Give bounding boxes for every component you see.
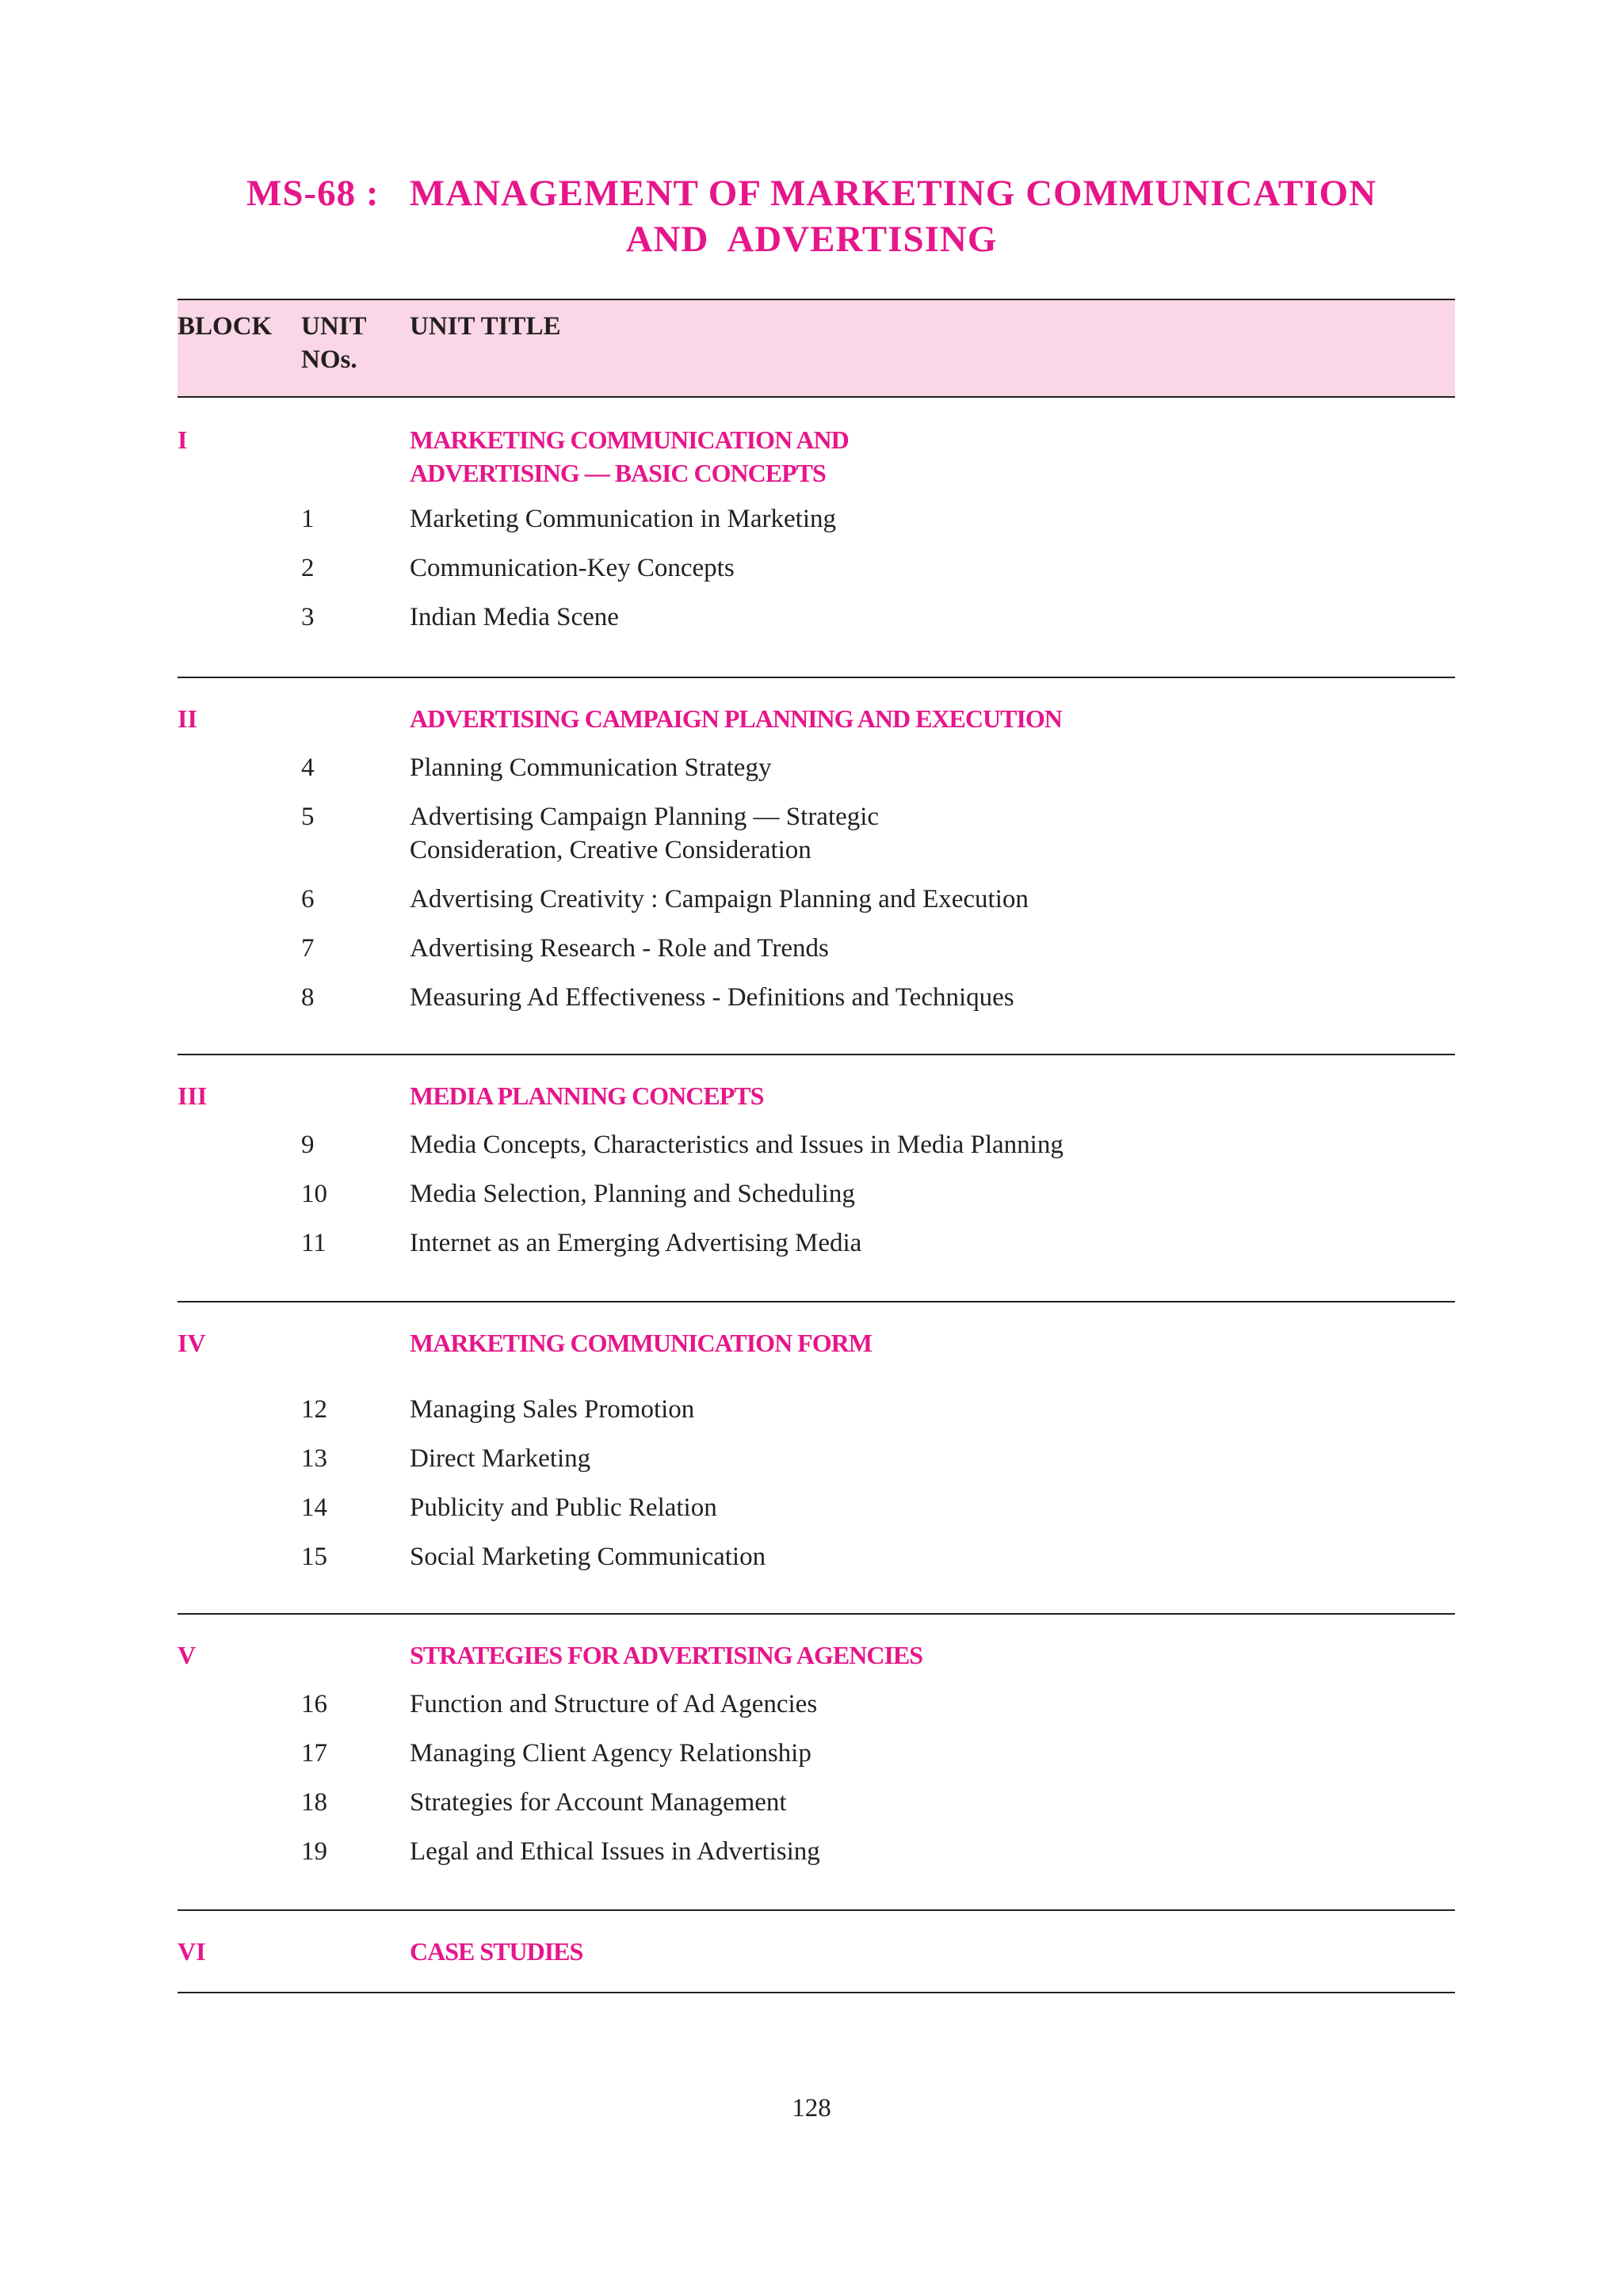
unit-row	[178, 1128, 1455, 1161]
unit-number: 11	[301, 1229, 327, 1257]
unit-title: Planning Communication Strategy	[410, 753, 772, 782]
unit-number: 12	[301, 1395, 327, 1424]
unit-row	[178, 1540, 1455, 1573]
unit-row	[178, 1226, 1455, 1260]
unit-title: Direct Marketing	[410, 1444, 591, 1473]
unit-number: 4	[301, 753, 315, 782]
unit-title: Indian Media Scene	[410, 603, 619, 631]
block-number: II	[178, 704, 197, 733]
page-title	[0, 170, 1623, 262]
unit-number: 15	[301, 1543, 327, 1571]
page-number: 128	[792, 2094, 831, 2122]
unit-row	[178, 551, 1455, 585]
block-title: MARKETING COMMUNICATION FORM	[410, 1329, 872, 1357]
unit-row	[178, 883, 1455, 916]
unit-title: Internet as an Emerging Advertising Media	[410, 1229, 862, 1257]
unit-number: 14	[301, 1493, 327, 1522]
unit-title: Advertising Creativity : Campaign Planning and Execution	[410, 885, 1029, 913]
unit-title: Publicity and Public Relation	[410, 1493, 717, 1522]
unit-row	[178, 981, 1455, 1014]
block-title: STRATEGIES FOR ADVERTISING AGENCIES	[410, 1641, 923, 1669]
unit-row	[178, 1491, 1455, 1524]
unit-number: 5	[301, 803, 315, 831]
unit-row	[178, 1442, 1455, 1475]
unit-title: Media Selection, Planning and Scheduling	[410, 1180, 855, 1208]
unit-title: Marketing Communication in Marketing	[410, 505, 836, 533]
unit-number: 19	[301, 1837, 327, 1866]
header-unit-title: UNIT TITLE	[410, 312, 561, 341]
unit-row	[178, 502, 1455, 536]
unit-number: 17	[301, 1739, 327, 1768]
header-block: BLOCK	[178, 312, 273, 341]
course-units-table	[178, 299, 1455, 1993]
unit-number: 3	[301, 603, 315, 631]
unit-row	[178, 1393, 1455, 1426]
page-title-line-2: AND ADVERTISING	[625, 219, 998, 261]
unit-row	[178, 1177, 1455, 1211]
unit-title: Legal and Ethical Issues in Advertising	[410, 1837, 820, 1866]
block-number: V	[178, 1641, 197, 1669]
header-unit-nos: UNIT NOs.	[301, 312, 367, 374]
unit-row	[178, 1786, 1455, 1819]
unit-number: 2	[301, 554, 315, 582]
block-4	[178, 1302, 1455, 1615]
block-title: MARKETING COMMUNICATION AND ADVERTISING — BASIC CONCEPTS	[410, 425, 849, 487]
unit-title: Advertising Research - Role and Trends	[410, 934, 829, 963]
unit-title: Managing Sales Promotion	[410, 1395, 695, 1424]
block-number: IV	[178, 1329, 206, 1357]
unit-number: 8	[301, 983, 315, 1012]
unit-row	[178, 1835, 1455, 1868]
unit-row	[178, 1688, 1455, 1721]
unit-row	[178, 601, 1455, 634]
block-5	[178, 1615, 1455, 1911]
unit-title: Function and Structure of Ad Agencies	[410, 1690, 818, 1718]
unit-title: Measuring Ad Effectiveness - Definitions and Techniques	[410, 983, 1014, 1012]
unit-title: Communication-Key Concepts	[410, 554, 735, 582]
block-number: I	[178, 425, 188, 454]
unit-row	[178, 751, 1455, 784]
block-number: VI	[178, 1937, 206, 1966]
block-title: ADVERTISING CAMPAIGN PLANNING AND EXECUTION	[410, 704, 1062, 733]
unit-title: Advertising Campaign Planning — Strategic Consideration, Creative Consideration	[410, 803, 880, 864]
unit-number: 9	[301, 1131, 315, 1159]
unit-title: Social Marketing Communication	[410, 1543, 766, 1571]
page-title-line-1: MS-68 : MANAGEMENT OF MARKETING COMMUNICATION	[246, 173, 1377, 215]
block-1	[178, 398, 1455, 678]
unit-title: Strategies for Account Management	[410, 1788, 787, 1817]
block-2	[178, 678, 1455, 1055]
block-number: III	[178, 1081, 208, 1110]
unit-number: 6	[301, 885, 315, 913]
unit-row	[178, 800, 1455, 867]
unit-title: Managing Client Agency Relationship	[410, 1739, 812, 1768]
unit-number: 13	[301, 1444, 327, 1473]
unit-number: 1	[301, 505, 315, 533]
unit-row	[178, 932, 1455, 965]
block-title: MEDIA PLANNING CONCEPTS	[410, 1081, 764, 1110]
block-title: CASE STUDIES	[410, 1937, 583, 1966]
unit-number: 18	[301, 1788, 327, 1817]
unit-title: Media Concepts, Characteristics and Issues in Media Planning	[410, 1131, 1064, 1159]
block-3	[178, 1055, 1455, 1302]
unit-number: 7	[301, 934, 315, 963]
block-6	[178, 1911, 1455, 1993]
unit-number: 10	[301, 1180, 327, 1208]
table-header	[178, 299, 1455, 398]
unit-number: 16	[301, 1690, 327, 1718]
unit-row	[178, 1737, 1455, 1770]
